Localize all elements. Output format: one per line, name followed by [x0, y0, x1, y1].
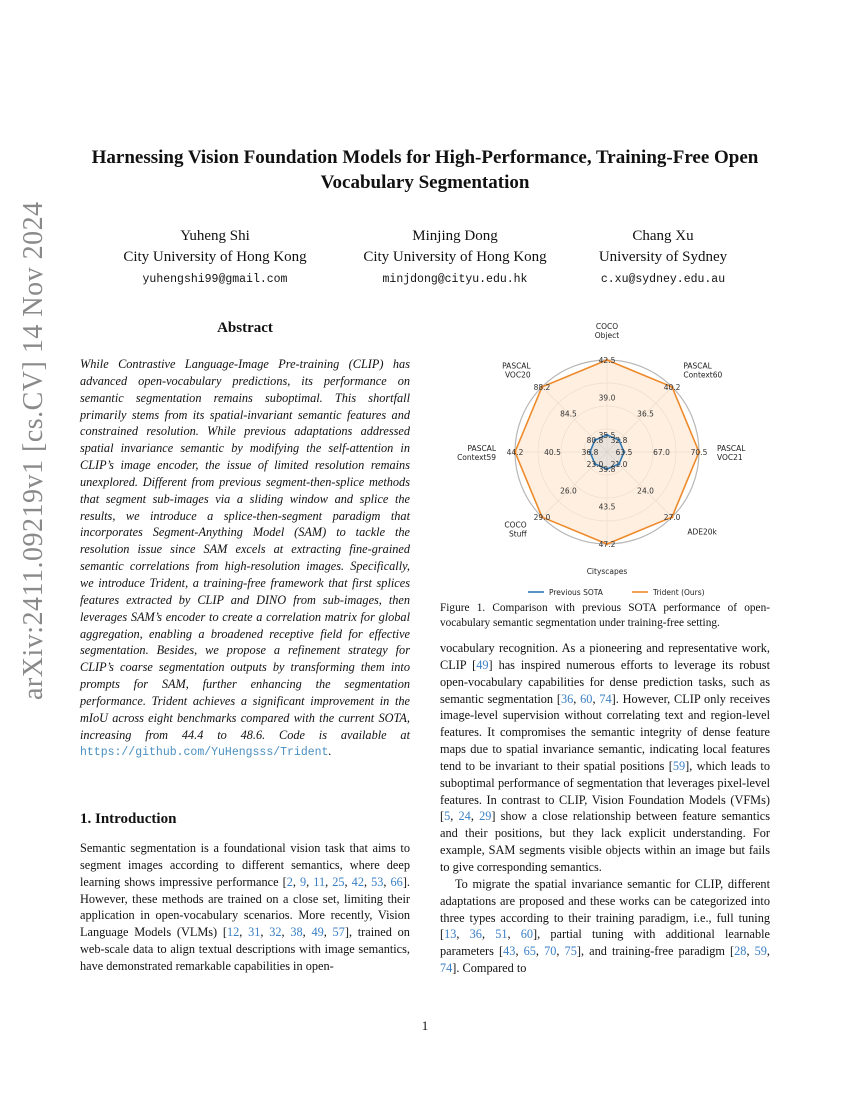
tick-label: 24.0: [637, 486, 654, 496]
citation-link[interactable]: 24: [458, 809, 471, 824]
author-email[interactable]: minjdong@cityu.edu.hk: [382, 273, 528, 286]
citation-link[interactable]: 28: [734, 944, 747, 959]
citation-link[interactable]: 11: [313, 874, 326, 889]
right-column: [440, 640, 770, 977]
citation-link[interactable]: 70: [544, 944, 557, 959]
author-block: [578, 226, 748, 290]
tick-label: 26.0: [560, 486, 577, 496]
tick-label: 35.5: [598, 431, 616, 440]
body-paragraph: To migrate the spatial invariance semantic for CLIP, different adaptations are proposed and these works can be categorized into three types according to their training paradigm, i.e., full tuning [13, 36, 51, 60], partial tuning with additional learnable parameters [43, 65, 70, 75], and training-free paradigm [28, 59, 74]. Compared to: [440, 876, 770, 976]
citation-link[interactable]: 29: [479, 809, 492, 824]
citation-link[interactable]: 59: [754, 944, 767, 959]
citation-link[interactable]: 5: [444, 809, 451, 824]
abstract-body: While Contrastive Language-Image Pre-training (CLIP) has advanced open-vocabulary predictions, its performance on semantic segmentation remains suboptimal. This shortfall primarily stems from its spatial-invariant semantic features and constrained resolution. While previous adaptations addressed spatial invariance semantic by modifying the self-attention in CLIP’s image encoder, the issue of limited resolution remains unexplored. Different from previous segment-then-splice methods that segment sub-images via a sliding window and splice the results, we introduce a splice-then-segment paradigm that incorporates Segment-Anything Model (SAM) to tackle the resolution issue since SAM excels at extracting fine-grained semantic correlations from high-resolution images. Specifically, we introduce Trident, a training-free framework that first splices features extracted by CLIP and DINO from sub-images, then leverages SAM’s encoder to create a correlation matrix for global aggregation, enabling a broadened receptive field for effective segmentation. Besides, we propose a refinement strategy for CLIP’s coarse segmentation outputs by transforming them into prompts for SAM, further enhancing the segmentation performance. Trident achieves a significant improvement in the mIoU across eight benchmarks compared with the current SOTA, increasing from 44.4 to 48.6. Code is available at https://github.com/YuHengsss/Trident.: [80, 357, 410, 760]
tick-label: 29.0: [533, 513, 551, 523]
citation-link[interactable]: 36: [469, 927, 482, 942]
citation-link[interactable]: 65: [523, 944, 536, 959]
tick-label: 32.8: [610, 435, 628, 445]
legend-label: Trident (Ours): [653, 588, 705, 597]
citation-link[interactable]: 74: [440, 961, 453, 976]
body-paragraph: vocabulary recognition. As a pioneering and representative work, CLIP [49] has inspired numerous efforts to leverage its robust open-vocabulary capabilities for dense prediction tasks, such as semantic segmentation [36, 60, 74]. However, CLIP only receives image-level supervision without correlating text and region-level features. It compromises the semantic integrity of dense feature maps due to spatial invariance semantic, indicating local features tend to be invariant to their spatial positions [59], which leads to suboptimal performance of segmentation that leverages pixel-level features. In contrast to CLIP, Vision Foundation Models (VFMs) [5, 24, 29] show a close relationship between feature semantics and their positions, but they lack explicit understanding. For example, SAM segments visible objects within an image but fails to give corresponding semantics.: [440, 641, 770, 874]
citation-link[interactable]: 59: [672, 758, 686, 773]
tick-label: 40.5: [544, 448, 561, 457]
code-link[interactable]: https://github.com/YuHengsss/Trident: [80, 746, 329, 760]
tick-label: 47.2: [598, 540, 616, 549]
tick-label: 36.8: [581, 448, 599, 457]
citation-link[interactable]: 49: [476, 657, 489, 672]
tick-label: 67.0: [653, 448, 670, 457]
citation-link[interactable]: 31: [248, 925, 261, 940]
citation-link[interactable]: 2: [286, 874, 293, 889]
figure-caption: Figure 1. Comparison with previous SOTA performance of open-vocabulary semantic segmentation under training-free setting.: [440, 602, 770, 629]
radar-chart: [440, 318, 780, 603]
tick-label: 84.5: [560, 409, 577, 419]
legend-label: Previous SOTA: [549, 588, 603, 597]
axis-label: Cityscapes: [586, 567, 628, 576]
author-affiliation: City University of Hong Kong: [123, 249, 307, 265]
author-affiliation: University of Sydney: [598, 249, 728, 265]
axis-label: COCO Stuff: [504, 520, 527, 539]
axis-label: COCO Object: [594, 322, 620, 340]
author-name: Minjing Dong: [412, 228, 498, 244]
tick-label: 23.0: [586, 460, 604, 470]
tick-label: 44.2: [506, 448, 524, 457]
citation-link[interactable]: 36: [560, 691, 574, 706]
axis-label: ADE20k: [687, 527, 717, 537]
citation-link[interactable]: 43: [503, 944, 516, 959]
author-block: [95, 226, 335, 290]
tick-label: 21.0: [610, 460, 628, 470]
citation-link[interactable]: 53: [371, 874, 384, 889]
citation-link[interactable]: 60: [520, 927, 534, 942]
citation-link[interactable]: 51: [495, 927, 508, 942]
tick-label: 80.8: [586, 435, 604, 445]
tick-label: 27.0: [663, 513, 681, 523]
author-name: Yuheng Shi: [180, 228, 250, 244]
author-email[interactable]: yuhengshi99@gmail.com: [142, 273, 288, 286]
section-heading: 1. Introduction: [80, 811, 177, 827]
tick-label: 43.5: [598, 502, 616, 512]
author-name: Chang Xu: [632, 228, 694, 244]
tick-label: 40.2: [663, 382, 681, 392]
citation-link[interactable]: 49: [311, 925, 324, 940]
citation-link[interactable]: 57: [332, 925, 345, 940]
tick-label: 88.2: [533, 382, 551, 392]
citation-link[interactable]: 42: [351, 874, 364, 889]
radar-svg: [440, 318, 780, 603]
tick-label: 63.5: [615, 448, 633, 457]
arxiv-stamp: arXiv:2411.09219v1 [cs.CV] 14 Nov 2024: [18, 201, 49, 700]
citation-link[interactable]: 25: [332, 874, 345, 889]
author-email[interactable]: c.xu@sydney.edu.au: [600, 273, 726, 286]
paper-title: Harnessing Vision Foundation Models for High-Performance, Training-Free Open Vocabulary Segmentation: [91, 147, 759, 193]
citation-link[interactable]: 60: [580, 691, 593, 706]
citation-link[interactable]: 74: [599, 691, 612, 706]
tick-label: 39.8: [598, 465, 616, 474]
abstract-text: While Contrastive Language-Image Pre-training (CLIP) has advanced open-vocabulary predictions, its performance on semantic segmentation remains suboptimal. This shortfall primarily stems from its spatial-invariant semantic features and constrained resolution. While previous adaptations addressed spatial invariance semantic by modifying the self-attention in CLIP’s image encoder, the issue of limited resolution remains unexplored. Different from previous segment-then-splice methods that segment sub-images via a sliding window and splice the results, we introduce a splice-then-segment paradigm that incorporates Segment-Anything Model (SAM) to tackle the resolution issue since SAM excels at extracting fine-grained semantic correlations from high-resolution images. Specifically, we introduce Trident, a training-free framework that first splices features extracted by CLIP and DINO from sub-images, then leverages SAM’s encoder to create a correlation matrix for global aggregation, enabling a broadened receptive field for effective segmentation. Besides, we propose a refinement strategy for CLIP’s coarse segmentation outputs by transforming them into prompts for SAM, further enhancing the segmentation performance. Trident achieves a significant improvement in the mIoU across eight benchmarks compared with the current SOTA, increasing from 44.4 to 48.6. Code is available at: [80, 357, 410, 742]
abstract-heading: Abstract: [217, 320, 273, 336]
citation-link[interactable]: 13: [444, 927, 457, 942]
intro-paragraph: Semantic segmentation is a foundational vision task that aims to segment images according to different semantics, where deep learning shows impressive performance [2, 9, 11, 25, 42, 53, 66]. However, these methods are trained on a close set, limiting their application in open-vocabulary scenarios. More recently, Vision Language Models (VLMs) [12, 31, 32, 38, 49, 57], trained on web-scale data to align textual descriptions with image semantics, have demonstrated remarkable capabilities in open-: [80, 841, 410, 973]
tick-label: 70.5: [690, 448, 708, 457]
axis-label: PASCAL Context59: [457, 444, 496, 462]
author-affiliation: City University of Hong Kong: [363, 249, 547, 265]
citation-link[interactable]: 12: [227, 925, 240, 940]
tick-label: 42.5: [598, 356, 616, 365]
tick-label: 36.5: [637, 409, 654, 419]
citation-link[interactable]: 32: [269, 925, 282, 940]
author-block: [335, 226, 575, 290]
tick-label: 39.0: [598, 393, 616, 403]
citation-link[interactable]: 9: [300, 874, 307, 889]
axis-label: PASCAL VOC21: [717, 444, 746, 462]
axis-label: PASCAL Context60: [683, 361, 723, 380]
citation-link[interactable]: 38: [290, 925, 303, 940]
axis-label: PASCAL VOC20: [502, 361, 531, 380]
citation-link[interactable]: 75: [564, 944, 577, 959]
page-number: 1: [421, 1018, 429, 1033]
citation-link[interactable]: 66: [390, 874, 403, 889]
